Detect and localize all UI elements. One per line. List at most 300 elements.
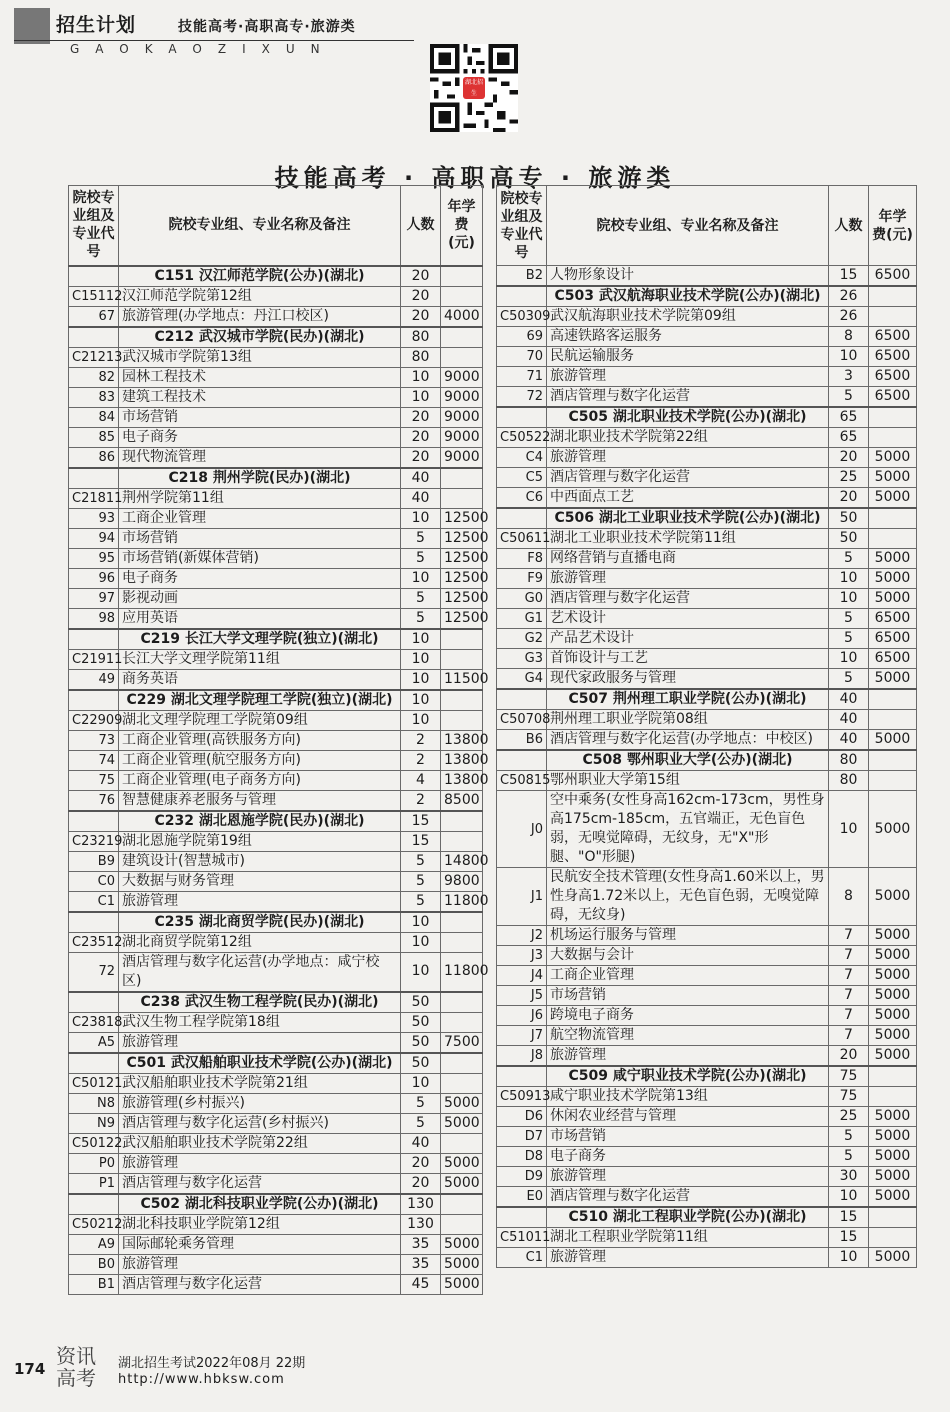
enrollment-count: 75	[829, 1087, 869, 1107]
program-name: 电子商务	[119, 568, 401, 588]
annual-tuition: 5000	[869, 1167, 917, 1187]
enrollment-count: 10	[401, 710, 441, 730]
enrollment-count: 5	[401, 548, 441, 568]
program-code: 83	[69, 387, 119, 407]
enrollment-count: 65	[829, 428, 869, 448]
program-name: 应用英语	[119, 608, 401, 629]
program-code: A5	[69, 1032, 119, 1053]
section-title: 招生计划	[56, 14, 137, 36]
enrollment-count: 10	[401, 629, 441, 650]
program-code-cell	[69, 629, 119, 650]
program-code-cell	[69, 468, 119, 489]
program-code: 97	[69, 588, 119, 608]
program-code-cell	[69, 992, 119, 1013]
program-name: 工商企业管理	[547, 966, 829, 986]
program-code-cell	[497, 750, 547, 771]
program-code: C50522	[497, 428, 547, 448]
table-row	[69, 1214, 483, 1234]
program-name: 旅游管理	[119, 891, 401, 912]
annual-tuition	[869, 1207, 917, 1228]
annual-tuition: 12500	[441, 568, 483, 588]
enrollment-count: 40	[401, 1133, 441, 1153]
program-name: 旅游管理	[547, 569, 829, 589]
enrollment-count: 15	[829, 266, 869, 287]
annual-tuition: 6500	[869, 367, 917, 387]
enrollment-count: 10	[401, 568, 441, 588]
annual-tuition	[869, 307, 917, 327]
program-name: 荆州理工职业学院第08组	[547, 710, 829, 730]
program-name: 休闲农业经营与管理	[547, 1107, 829, 1127]
annual-tuition	[441, 1214, 483, 1234]
program-name: 建筑设计(智慧城市)	[119, 851, 401, 871]
table-row	[69, 750, 483, 770]
program-code: F8	[497, 549, 547, 569]
program-code: C23818	[69, 1012, 119, 1032]
table-row	[69, 710, 483, 730]
annual-tuition	[441, 266, 483, 287]
program-code: J6	[497, 1006, 547, 1026]
school-name: C502 湖北科技职业学院(公办)(湖北)	[119, 1194, 401, 1215]
annual-tuition: 5000	[869, 1107, 917, 1127]
program-name: 民航运输服务	[547, 347, 829, 367]
enrollment-count: 5	[829, 629, 869, 649]
program-name: 酒店管理与数字化运营	[547, 1187, 829, 1208]
table-row	[69, 608, 483, 629]
annual-tuition: 5000	[441, 1274, 483, 1294]
program-code: 96	[69, 568, 119, 588]
table-row	[69, 488, 483, 508]
program-code: D9	[497, 1167, 547, 1187]
enrollment-count: 10	[401, 387, 441, 407]
table-row	[69, 1032, 483, 1053]
program-name: 空中乘务(女性身高162cm-173cm，男性身高175cm-185cm，五官端正，无色盲色弱，无嗅觉障碍，无纹身，无"X"形腿、"O"形腿)	[547, 791, 829, 868]
annual-tuition	[441, 992, 483, 1013]
school-row	[69, 912, 483, 933]
issue-info: 湖北招生考试2022年08月 22期	[118, 1356, 306, 1371]
program-name: 酒店管理与数字化运营(办学地点：咸宁校区)	[119, 952, 401, 992]
program-name: 汉江师范学院第12组	[119, 286, 401, 306]
table-row	[69, 1012, 483, 1032]
enrollment-count: 2	[401, 790, 441, 811]
enrollment-count: 5	[401, 1113, 441, 1133]
table-row	[497, 609, 917, 629]
school-name: C509 咸宁职业技术学院(公办)(湖北)	[547, 1066, 829, 1087]
program-code: C0	[69, 871, 119, 891]
annual-tuition: 11800	[441, 891, 483, 912]
enrollment-count: 50	[401, 992, 441, 1013]
table-row	[69, 790, 483, 811]
header-pinyin: GAOKAOZIXUN	[70, 42, 336, 56]
annual-tuition	[441, 1073, 483, 1093]
enrollment-count: 80	[829, 771, 869, 791]
table-row	[69, 508, 483, 528]
table-row	[497, 468, 917, 488]
annual-tuition: 5000	[441, 1113, 483, 1133]
program-code: 72	[497, 387, 547, 408]
enrollment-count: 10	[401, 1073, 441, 1093]
annual-tuition: 9000	[441, 407, 483, 427]
program-code: B2	[497, 266, 547, 287]
annual-tuition: 5000	[869, 1006, 917, 1026]
annual-tuition: 5000	[869, 966, 917, 986]
program-name: 长江大学文理学院第11组	[119, 649, 401, 669]
program-name: 现代家政服务与管理	[547, 669, 829, 690]
page-number: 174	[14, 1360, 46, 1378]
program-name: 湖北商贸学院第12组	[119, 932, 401, 952]
school-name: C235 湖北商贸学院(民办)(湖北)	[119, 912, 401, 933]
program-name: 武汉船舶职业技术学院第22组	[119, 1133, 401, 1153]
annual-tuition: 9000	[441, 427, 483, 447]
qr-badge: 湖北招生	[464, 79, 483, 97]
school-name: C501 武汉船舶职业技术学院(公办)(湖北)	[119, 1053, 401, 1074]
left-plan-table	[68, 185, 489, 1295]
program-name: 武汉生物工程学院第18组	[119, 1012, 401, 1032]
annual-tuition: 6500	[869, 629, 917, 649]
website-url[interactable]: http://www.hbksw.com	[118, 1372, 285, 1387]
enrollment-count: 50	[401, 1012, 441, 1032]
enrollment-count: 5	[829, 387, 869, 408]
table-row	[497, 1127, 917, 1147]
program-name: 武汉船舶职业技术学院第21组	[119, 1073, 401, 1093]
table-row	[497, 730, 917, 751]
table-row	[69, 1133, 483, 1153]
program-code: E0	[497, 1187, 547, 1208]
program-name: 工商企业管理(航空服务方向)	[119, 750, 401, 770]
enrollment-count: 35	[401, 1234, 441, 1254]
program-name: 网络营销与直播电商	[547, 549, 829, 569]
program-code: J7	[497, 1026, 547, 1046]
annual-tuition	[869, 1228, 917, 1248]
enrollment-count: 20	[401, 447, 441, 468]
table-row	[497, 1228, 917, 1248]
program-code: 82	[69, 367, 119, 387]
annual-tuition: 6500	[869, 347, 917, 367]
program-code: B1	[69, 1274, 119, 1294]
program-name: 旅游管理(办学地点：丹江口校区)	[119, 306, 401, 327]
enrollment-count: 80	[401, 327, 441, 348]
table-row	[497, 549, 917, 569]
program-name: 旅游管理	[547, 367, 829, 387]
program-code: J4	[497, 966, 547, 986]
enrollment-count: 10	[401, 952, 441, 992]
table-row	[69, 387, 483, 407]
annual-tuition	[441, 811, 483, 832]
table-row	[69, 952, 483, 992]
program-code: B6	[497, 730, 547, 751]
program-name: 湖北工业职业技术学院第11组	[547, 529, 829, 549]
table-row	[69, 871, 483, 891]
annual-tuition: 5000	[441, 1254, 483, 1274]
annual-tuition: 5000	[441, 1093, 483, 1113]
table-row	[497, 428, 917, 448]
school-name: C503 武汉航海职业技术学院(公办)(湖北)	[547, 286, 829, 307]
enrollment-count: 5	[829, 669, 869, 690]
program-name: 鄂州职业大学第15组	[547, 771, 829, 791]
program-code: C50708	[497, 710, 547, 730]
program-name: 中西面点工艺	[547, 488, 829, 509]
program-code-cell	[69, 912, 119, 933]
program-code: B0	[69, 1254, 119, 1274]
program-code: C6	[497, 488, 547, 509]
section-subtitle: 技能高考·高职高专·旅游类	[178, 19, 356, 35]
table-row	[69, 1234, 483, 1254]
annual-tuition	[441, 932, 483, 952]
program-code-cell	[497, 407, 547, 428]
annual-tuition: 8500	[441, 790, 483, 811]
enrollment-count: 20	[401, 306, 441, 327]
enrollment-count: 10	[401, 912, 441, 933]
annual-tuition: 13800	[441, 730, 483, 750]
program-code-cell	[497, 1066, 547, 1087]
table-row	[69, 367, 483, 387]
program-name: 市场营销(新媒体营销)	[119, 548, 401, 568]
table-row	[497, 529, 917, 549]
program-code: C50815	[497, 771, 547, 791]
table-row	[497, 868, 917, 926]
annual-tuition: 5000	[869, 1046, 917, 1067]
enrollment-count: 40	[401, 488, 441, 508]
program-name: 酒店管理与数字化运营	[119, 1173, 401, 1194]
annual-tuition: 4000	[441, 306, 483, 327]
program-code: N8	[69, 1093, 119, 1113]
annual-tuition: 5000	[869, 791, 917, 868]
school-name: C151 汉江师范学院(公办)(湖北)	[119, 266, 401, 287]
school-name: C232 湖北恩施学院(民办)(湖北)	[119, 811, 401, 832]
annual-tuition: 5000	[869, 1026, 917, 1046]
annual-tuition	[441, 327, 483, 348]
annual-tuition: 5000	[869, 1127, 917, 1147]
program-name: 人物形象设计	[547, 266, 829, 287]
program-name: 酒店管理与数字化运营	[547, 589, 829, 609]
table-row	[497, 589, 917, 609]
school-name: C507 荆州理工职业学院(公办)(湖北)	[547, 689, 829, 710]
col-fee-header: 年学费(元)	[441, 186, 483, 266]
program-name: 机场运行服务与管理	[547, 926, 829, 946]
program-code-cell	[497, 689, 547, 710]
program-code: P1	[69, 1173, 119, 1194]
annual-tuition: 11500	[441, 669, 483, 690]
table-row	[69, 770, 483, 790]
enrollment-count: 5	[401, 588, 441, 608]
annual-tuition: 6500	[869, 266, 917, 287]
program-name: 国际邮轮乘务管理	[119, 1234, 401, 1254]
program-code: C21811	[69, 488, 119, 508]
school-row	[497, 1066, 917, 1087]
annual-tuition	[441, 1053, 483, 1074]
table-row	[69, 1153, 483, 1173]
table-row	[69, 528, 483, 548]
school-name: C510 湖北工程职业学院(公办)(湖北)	[547, 1207, 829, 1228]
school-row	[497, 407, 917, 428]
enrollment-count: 7	[829, 1026, 869, 1046]
program-code: C50611	[497, 529, 547, 549]
enrollment-count: 10	[401, 649, 441, 669]
school-name: C505 湖北职业技术学院(公办)(湖北)	[547, 407, 829, 428]
enrollment-count: 7	[829, 946, 869, 966]
table-row	[69, 568, 483, 588]
table-row	[69, 649, 483, 669]
annual-tuition: 5000	[869, 986, 917, 1006]
enrollment-count: 5	[401, 608, 441, 629]
annual-tuition	[441, 1194, 483, 1215]
annual-tuition: 5000	[441, 1173, 483, 1194]
school-row	[69, 327, 483, 348]
annual-tuition: 9800	[441, 871, 483, 891]
school-row	[497, 750, 917, 771]
annual-tuition	[869, 710, 917, 730]
header-block	[14, 8, 50, 44]
program-code: C50309	[497, 307, 547, 327]
program-code-cell	[69, 1194, 119, 1215]
school-name: C238 武汉生物工程学院(民办)(湖北)	[119, 992, 401, 1013]
col-code-header: 院校专业组及专业代号	[69, 186, 119, 266]
annual-tuition	[441, 1012, 483, 1032]
program-code-cell	[69, 327, 119, 348]
annual-tuition	[441, 629, 483, 650]
program-code: 98	[69, 608, 119, 629]
annual-tuition	[869, 1087, 917, 1107]
program-name: 酒店管理与数字化运营(乡村振兴)	[119, 1113, 401, 1133]
annual-tuition	[441, 488, 483, 508]
enrollment-count: 20	[401, 286, 441, 306]
table-row	[497, 307, 917, 327]
program-code: N9	[69, 1113, 119, 1133]
program-code-cell	[69, 1053, 119, 1074]
annual-tuition: 7500	[441, 1032, 483, 1053]
table-row	[497, 448, 917, 468]
table-row	[69, 447, 483, 468]
program-name: 工商企业管理	[119, 508, 401, 528]
table-row	[497, 387, 917, 408]
enrollment-count: 50	[401, 1032, 441, 1053]
program-name: 高速铁路客运服务	[547, 327, 829, 347]
table-row	[497, 1167, 917, 1187]
annual-tuition	[441, 347, 483, 367]
enrollment-count: 2	[401, 750, 441, 770]
program-name: 酒店管理与数字化运营	[119, 1274, 401, 1294]
enrollment-count: 40	[829, 730, 869, 751]
annual-tuition: 6500	[869, 387, 917, 408]
table-row	[69, 1113, 483, 1133]
program-code: C5	[497, 468, 547, 488]
program-name: 首饰设计与工艺	[547, 649, 829, 669]
enrollment-count: 75	[829, 1066, 869, 1087]
program-code: F9	[497, 569, 547, 589]
program-name: 旅游管理	[119, 1153, 401, 1173]
col-code-header: 院校专业组及专业代号	[497, 186, 547, 266]
enrollment-count: 5	[829, 1127, 869, 1147]
annual-tuition	[869, 689, 917, 710]
enrollment-count: 50	[829, 508, 869, 529]
enrollment-count: 10	[401, 690, 441, 711]
program-name: 商务英语	[119, 669, 401, 690]
col-name-header: 院校专业组、专业名称及备注	[119, 186, 401, 266]
enrollment-count: 10	[829, 569, 869, 589]
table-row	[497, 1046, 917, 1067]
table-row	[497, 669, 917, 690]
program-name: 市场营销	[547, 1127, 829, 1147]
annual-tuition: 9000	[441, 367, 483, 387]
annual-tuition: 5000	[869, 868, 917, 926]
program-name: 旅游管理	[547, 1046, 829, 1067]
school-row	[69, 266, 483, 287]
table-row	[497, 649, 917, 669]
table-row	[497, 710, 917, 730]
annual-tuition	[869, 750, 917, 771]
enrollment-count: 5	[401, 871, 441, 891]
school-row	[69, 811, 483, 832]
annual-tuition	[869, 407, 917, 428]
program-name: 民航安全技术管理(女性身高1.60米以上，男性身高1.72米以上，无色盲色弱，无嗅觉障碍，无纹身)	[547, 868, 829, 926]
table-row	[497, 926, 917, 946]
program-code: 73	[69, 730, 119, 750]
enrollment-count: 5	[401, 528, 441, 548]
program-code: D6	[497, 1107, 547, 1127]
program-code-cell	[497, 286, 547, 307]
annual-tuition: 6500	[869, 327, 917, 347]
program-code: 84	[69, 407, 119, 427]
annual-tuition	[869, 529, 917, 549]
table-row	[497, 791, 917, 868]
program-name: 旅游管理	[547, 1167, 829, 1187]
enrollment-count: 40	[829, 710, 869, 730]
enrollment-count: 10	[401, 367, 441, 387]
program-code: D8	[497, 1147, 547, 1167]
enrollment-count: 15	[829, 1207, 869, 1228]
table-row	[497, 629, 917, 649]
enrollment-count: 20	[401, 1153, 441, 1173]
program-name: 市场营销	[119, 407, 401, 427]
program-code: C23219	[69, 831, 119, 851]
program-code: 69	[497, 327, 547, 347]
enrollment-count: 20	[829, 488, 869, 509]
annual-tuition	[869, 1066, 917, 1087]
annual-tuition: 5000	[869, 549, 917, 569]
program-name: 影视动画	[119, 588, 401, 608]
program-code: 67	[69, 306, 119, 327]
program-name: 武汉航海职业技术学院第09组	[547, 307, 829, 327]
table-row	[497, 966, 917, 986]
program-name: 大数据与财务管理	[119, 871, 401, 891]
program-name: 旅游管理(乡村振兴)	[119, 1093, 401, 1113]
table-row	[497, 946, 917, 966]
table-row	[69, 730, 483, 750]
program-code: J1	[497, 868, 547, 926]
table-row	[69, 1173, 483, 1194]
program-code-cell	[69, 811, 119, 832]
program-code: 95	[69, 548, 119, 568]
program-name: 旅游管理	[119, 1254, 401, 1274]
enrollment-count: 5	[401, 1093, 441, 1113]
program-name: 工商企业管理(电子商务方向)	[119, 770, 401, 790]
annual-tuition: 6500	[869, 649, 917, 669]
enrollment-count: 10	[829, 1248, 869, 1268]
program-code: C21213	[69, 347, 119, 367]
annual-tuition: 5000	[869, 448, 917, 468]
table-row	[497, 1107, 917, 1127]
enrollment-count: 10	[829, 1187, 869, 1208]
enrollment-count: 10	[829, 589, 869, 609]
table-row	[497, 1026, 917, 1046]
school-row	[69, 690, 483, 711]
enrollment-count: 20	[401, 1173, 441, 1194]
enrollment-count: 25	[829, 1107, 869, 1127]
school-row	[69, 1194, 483, 1215]
program-name: 酒店管理与数字化运营	[547, 387, 829, 408]
program-name: 建筑工程技术	[119, 387, 401, 407]
program-name: 艺术设计	[547, 609, 829, 629]
table-row	[497, 367, 917, 387]
